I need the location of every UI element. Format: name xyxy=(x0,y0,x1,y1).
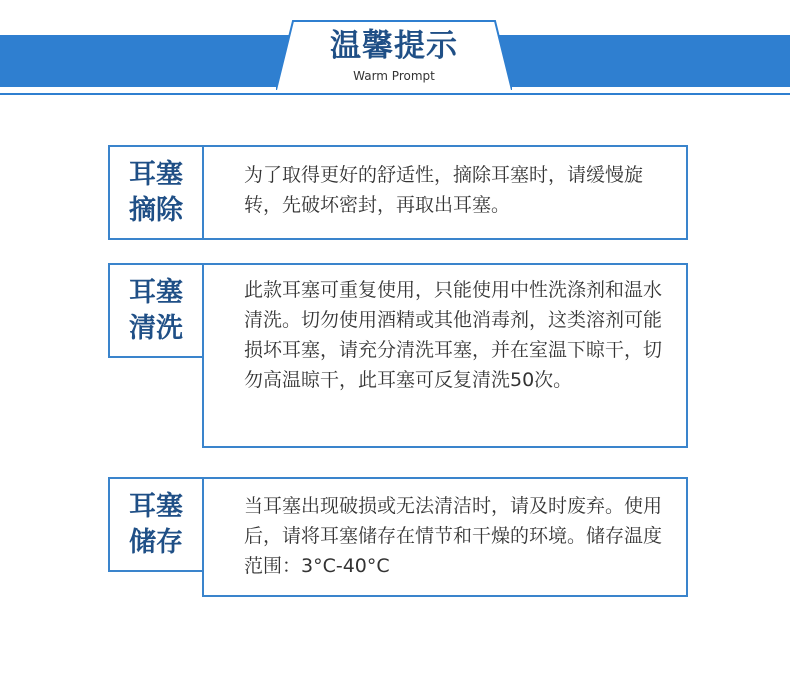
header-underline xyxy=(0,93,790,95)
section-cleaning-text: 此款耳塞可重复使用，只能使用中性洗涤剂和温水清洗。切勿使用酒精或其他消毒剂，这类溶剂可能损坏耳塞，请充分清洗耳塞，并在室温下晾干，切勿高温晾干，此耳塞可反复清洗50次。 xyxy=(244,279,663,391)
page-title: 温馨提示 xyxy=(330,28,458,64)
section-cleaning-label xyxy=(108,263,204,358)
section-removal-label xyxy=(108,145,204,240)
page-subtitle: Warm Prompt xyxy=(353,69,435,83)
section-removal-content xyxy=(202,145,688,240)
section-removal-label-text: 耳塞摘除 xyxy=(129,158,183,226)
section-storage-content xyxy=(202,477,688,597)
section-storage-label xyxy=(108,477,204,572)
section-storage-label-text: 耳塞储存 xyxy=(129,490,183,558)
section-cleaning-label-text: 耳塞清洗 xyxy=(129,276,183,344)
section-storage-text: 当耳塞出现破损或无法清洁时，请及时废弃。使用后，请将耳塞储存在情节和干燥的环境。储存温度范围：3°C-40°C xyxy=(244,495,663,577)
section-cleaning-content xyxy=(202,263,688,448)
section-removal-text: 为了取得更好的舒适性，摘除耳塞时，请缓慢旋转，先破坏密封，再取出耳塞。 xyxy=(244,164,644,216)
